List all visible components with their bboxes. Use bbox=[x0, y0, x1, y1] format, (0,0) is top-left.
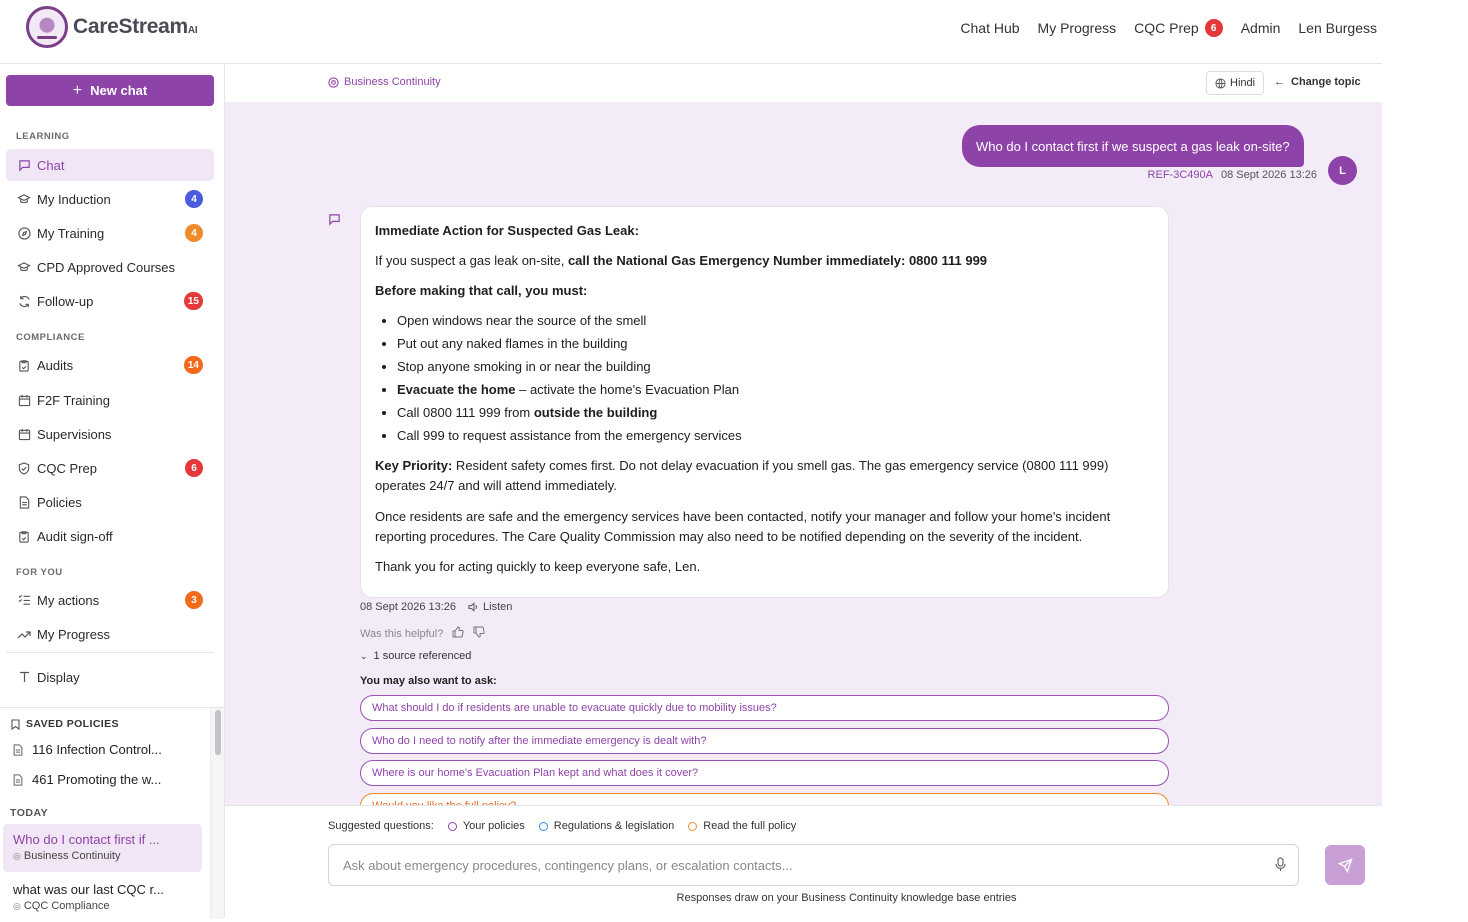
microphone-icon[interactable] bbox=[1275, 857, 1286, 875]
logo-tree-icon bbox=[26, 6, 68, 48]
chat-bubble-icon bbox=[17, 158, 31, 172]
answer-before-heading: Before making that call, you must: bbox=[375, 283, 588, 299]
top-bar bbox=[0, 0, 1382, 64]
topic-bar bbox=[225, 64, 1382, 102]
list-item: • Evacuate the home – activate the home's Evacuation Plan bbox=[397, 380, 1154, 400]
avatar[interactable]: L bbox=[1328, 156, 1357, 185]
section-for-you: FOR YOU bbox=[16, 567, 63, 578]
top-nav bbox=[942, 19, 1377, 37]
sidebar-item-supervisions[interactable]: Supervisions bbox=[6, 418, 214, 450]
also-ask-heading: You may also want to ask: bbox=[360, 675, 497, 687]
sidebar-item-my-induction[interactable]: My Induction 4 bbox=[6, 183, 214, 215]
today-heading: TODAY bbox=[10, 807, 49, 819]
graduation-cap-icon bbox=[17, 260, 31, 274]
topic-icon: ◎ bbox=[13, 850, 21, 861]
globe-icon bbox=[1215, 78, 1226, 89]
suggestion-chip[interactable]: Where is our home's Evacuation Plan kept and what does it cover? bbox=[360, 760, 1169, 786]
trending-up-icon bbox=[17, 627, 31, 641]
message-input[interactable] bbox=[343, 858, 1263, 873]
shield-check-icon bbox=[17, 461, 31, 475]
plus-icon: + bbox=[72, 81, 83, 99]
graduation-cap-icon bbox=[17, 192, 31, 206]
topic-icon: ◎ bbox=[13, 900, 21, 911]
saved-and-history-panel bbox=[0, 707, 224, 918]
user-message-meta bbox=[1148, 169, 1317, 181]
send-button[interactable] bbox=[1325, 845, 1365, 885]
feedback-row: Was this helpful? bbox=[360, 626, 485, 641]
checklist-icon bbox=[17, 593, 31, 607]
answer-time: 08 Sept 2026 13:26 bbox=[360, 601, 457, 613]
induction-badge: 4 bbox=[185, 190, 203, 208]
sidebar-item-f2f-training[interactable]: F2F Training bbox=[6, 384, 214, 416]
user-message-time: 08 Sept 2026 13:26 bbox=[1220, 169, 1317, 181]
my-actions-badge: 3 bbox=[185, 591, 203, 609]
assistant-answer-card bbox=[360, 206, 1169, 598]
sidebar-item-audits[interactable]: Audits 14 bbox=[6, 349, 214, 381]
suggested-questions-row bbox=[328, 820, 796, 832]
sidebar-item-cqc-prep[interactable]: CQC Prep 6 bbox=[6, 452, 214, 484]
send-icon bbox=[1338, 858, 1353, 873]
answer-action-list bbox=[397, 311, 1154, 446]
chat-main bbox=[225, 64, 1382, 918]
sidebar bbox=[0, 64, 225, 918]
clipboard-check-icon bbox=[17, 529, 31, 543]
history-item-title: Who do I contact first if ... bbox=[13, 832, 160, 847]
sidebar-item-follow-up[interactable]: Follow-up 15 bbox=[6, 285, 214, 317]
list-item: • Put out any naked flames in the building bbox=[397, 334, 1154, 354]
sidebar-item-audit-signoff[interactable]: Audit sign-off bbox=[6, 520, 214, 552]
sidebar-divider bbox=[6, 652, 214, 653]
saved-policy-item[interactable]: 116 Infection Control... bbox=[13, 742, 162, 757]
cqc-prep-sidebar-badge: 6 bbox=[185, 459, 203, 477]
text-icon bbox=[17, 670, 31, 684]
user-message-bubble: Who do I contact first if we suspect a gas leak on-site? bbox=[962, 125, 1304, 167]
audits-badge: 14 bbox=[184, 356, 203, 374]
sidebar-item-chat[interactable]: Chat bbox=[6, 149, 214, 181]
nav-cqc-prep[interactable] bbox=[1134, 19, 1223, 37]
history-item[interactable] bbox=[3, 874, 202, 922]
composer-footnote: Responses draw on your Business Continuity knowledge base entries bbox=[676, 892, 1017, 904]
sidebar-item-my-progress[interactable]: My Progress bbox=[6, 618, 214, 650]
document-icon bbox=[13, 744, 25, 756]
radio-icon bbox=[448, 822, 457, 831]
sidebar-item-cpd-courses[interactable]: CPD Approved Courses bbox=[6, 251, 214, 283]
sidebar-item-my-actions[interactable]: My actions 3 bbox=[6, 584, 214, 616]
sidebar-scrollbar[interactable] bbox=[210, 708, 224, 919]
list-item: • Call 999 to request assistance from the emergency services bbox=[397, 426, 1154, 446]
nav-chat-hub[interactable]: Chat Hub bbox=[960, 20, 1020, 36]
history-item[interactable] bbox=[3, 824, 202, 872]
sidebar-item-my-training[interactable]: My Training 4 bbox=[6, 217, 214, 249]
language-button[interactable]: Hindi bbox=[1206, 71, 1264, 95]
listen-button[interactable]: Listen bbox=[468, 601, 512, 613]
document-icon bbox=[17, 495, 31, 509]
nav-admin[interactable]: Admin bbox=[1240, 20, 1281, 36]
answer-key-priority: Key Priority: Resident safety comes first. Do not delay evacuation if you smell gas. The gas emergency service (0800 111 999) operates 24/7 and will attend immediately. bbox=[375, 458, 1109, 494]
change-topic-link[interactable]: ← Change topic bbox=[1274, 76, 1361, 88]
reference-id: REF-3C490A bbox=[1147, 169, 1213, 181]
chip-read-full-policy[interactable]: Read the full policy bbox=[688, 820, 796, 832]
arrow-left-icon: ← bbox=[1274, 76, 1285, 88]
suggestion-chip[interactable]: Who do I need to notify after the immediate emergency is dealt with? bbox=[360, 728, 1169, 754]
logo-text: CareStreamAI bbox=[73, 15, 198, 38]
answer-closing: Thank you for acting quickly to keep everyone safe, Len. bbox=[375, 558, 701, 574]
thumbs-down-icon[interactable] bbox=[473, 626, 485, 641]
section-learning: LEARNING bbox=[16, 131, 70, 142]
section-compliance: COMPLIANCE bbox=[16, 332, 85, 343]
answer-intro: If you suspect a gas leak on-site, call the National Gas Emergency Number immediately: 0800 111 999 bbox=[375, 253, 988, 269]
chip-your-policies[interactable]: Your policies bbox=[448, 820, 525, 832]
training-badge: 4 bbox=[185, 224, 203, 242]
sidebar-item-policies[interactable]: Policies bbox=[6, 486, 214, 518]
document-icon bbox=[13, 774, 25, 786]
thumbs-up-icon[interactable] bbox=[452, 626, 464, 641]
follow-up-badge: 15 bbox=[184, 292, 203, 310]
new-chat-button[interactable]: + New chat bbox=[6, 75, 214, 106]
answer-heading: Immediate Action for Suspected Gas Leak: bbox=[375, 223, 639, 238]
composer bbox=[225, 805, 1382, 918]
answer-meta bbox=[360, 601, 512, 613]
suggestion-list bbox=[225, 689, 1382, 805]
cqc-prep-badge: 6 bbox=[1205, 19, 1223, 37]
user-menu[interactable]: Len Burgess bbox=[1298, 20, 1377, 36]
suggested-questions-label: Suggested questions: bbox=[328, 820, 434, 832]
list-item: • Stop anyone smoking in or near the building bbox=[397, 357, 1154, 377]
chevron-down-icon: ⌄ bbox=[360, 650, 368, 661]
suggestion-chip[interactable]: What should I do if residents are unable to evacuate quickly due to mobility issues? bbox=[360, 695, 1169, 721]
bookmark-icon bbox=[11, 719, 20, 730]
logo[interactable] bbox=[26, 6, 197, 48]
nav-my-progress[interactable]: My Progress bbox=[1037, 20, 1117, 36]
chip-regulations[interactable]: Regulations & legislation bbox=[539, 820, 674, 832]
list-item: • Call 0800 111 999 from outside the building bbox=[397, 403, 1154, 423]
speaker-icon bbox=[468, 602, 479, 612]
list-item: • Open windows near the source of the smell bbox=[397, 311, 1154, 331]
clipboard-icon bbox=[17, 358, 31, 372]
sources-toggle[interactable]: ⌄ 1 source referenced bbox=[360, 650, 472, 662]
topic-icon bbox=[328, 77, 339, 88]
current-topic: Business Continuity bbox=[328, 76, 441, 88]
refresh-icon bbox=[17, 294, 31, 308]
answer-follow-up: Once residents are safe and the emergency services have been contacted, notify your manager and follow your home's incident reporting procedures. The Care Quality Commission may also need to be notified depending on the severity of the incident. bbox=[375, 508, 1111, 544]
message-input-box bbox=[328, 844, 1299, 886]
saved-policy-item[interactable]: 461 Promoting the w... bbox=[13, 772, 161, 787]
radio-icon bbox=[539, 822, 548, 831]
calendar-icon bbox=[17, 393, 31, 407]
radio-icon bbox=[688, 822, 697, 831]
saved-policies-heading: SAVED POLICIES bbox=[11, 718, 119, 730]
history-item-topic: ◎ Business Continuity bbox=[13, 850, 121, 862]
history-item-title: what was our last CQC r... bbox=[13, 882, 164, 897]
sidebar-scrollbar-thumb[interactable] bbox=[215, 710, 221, 755]
calendar-icon bbox=[17, 427, 31, 441]
compass-icon bbox=[17, 226, 31, 240]
history-item-topic: ◎ CQC Compliance bbox=[13, 900, 110, 912]
sidebar-item-display[interactable]: Display bbox=[6, 661, 214, 693]
nav-cqc-prep-label: CQC Prep bbox=[1134, 20, 1199, 36]
assistant-chat-icon bbox=[328, 213, 341, 229]
